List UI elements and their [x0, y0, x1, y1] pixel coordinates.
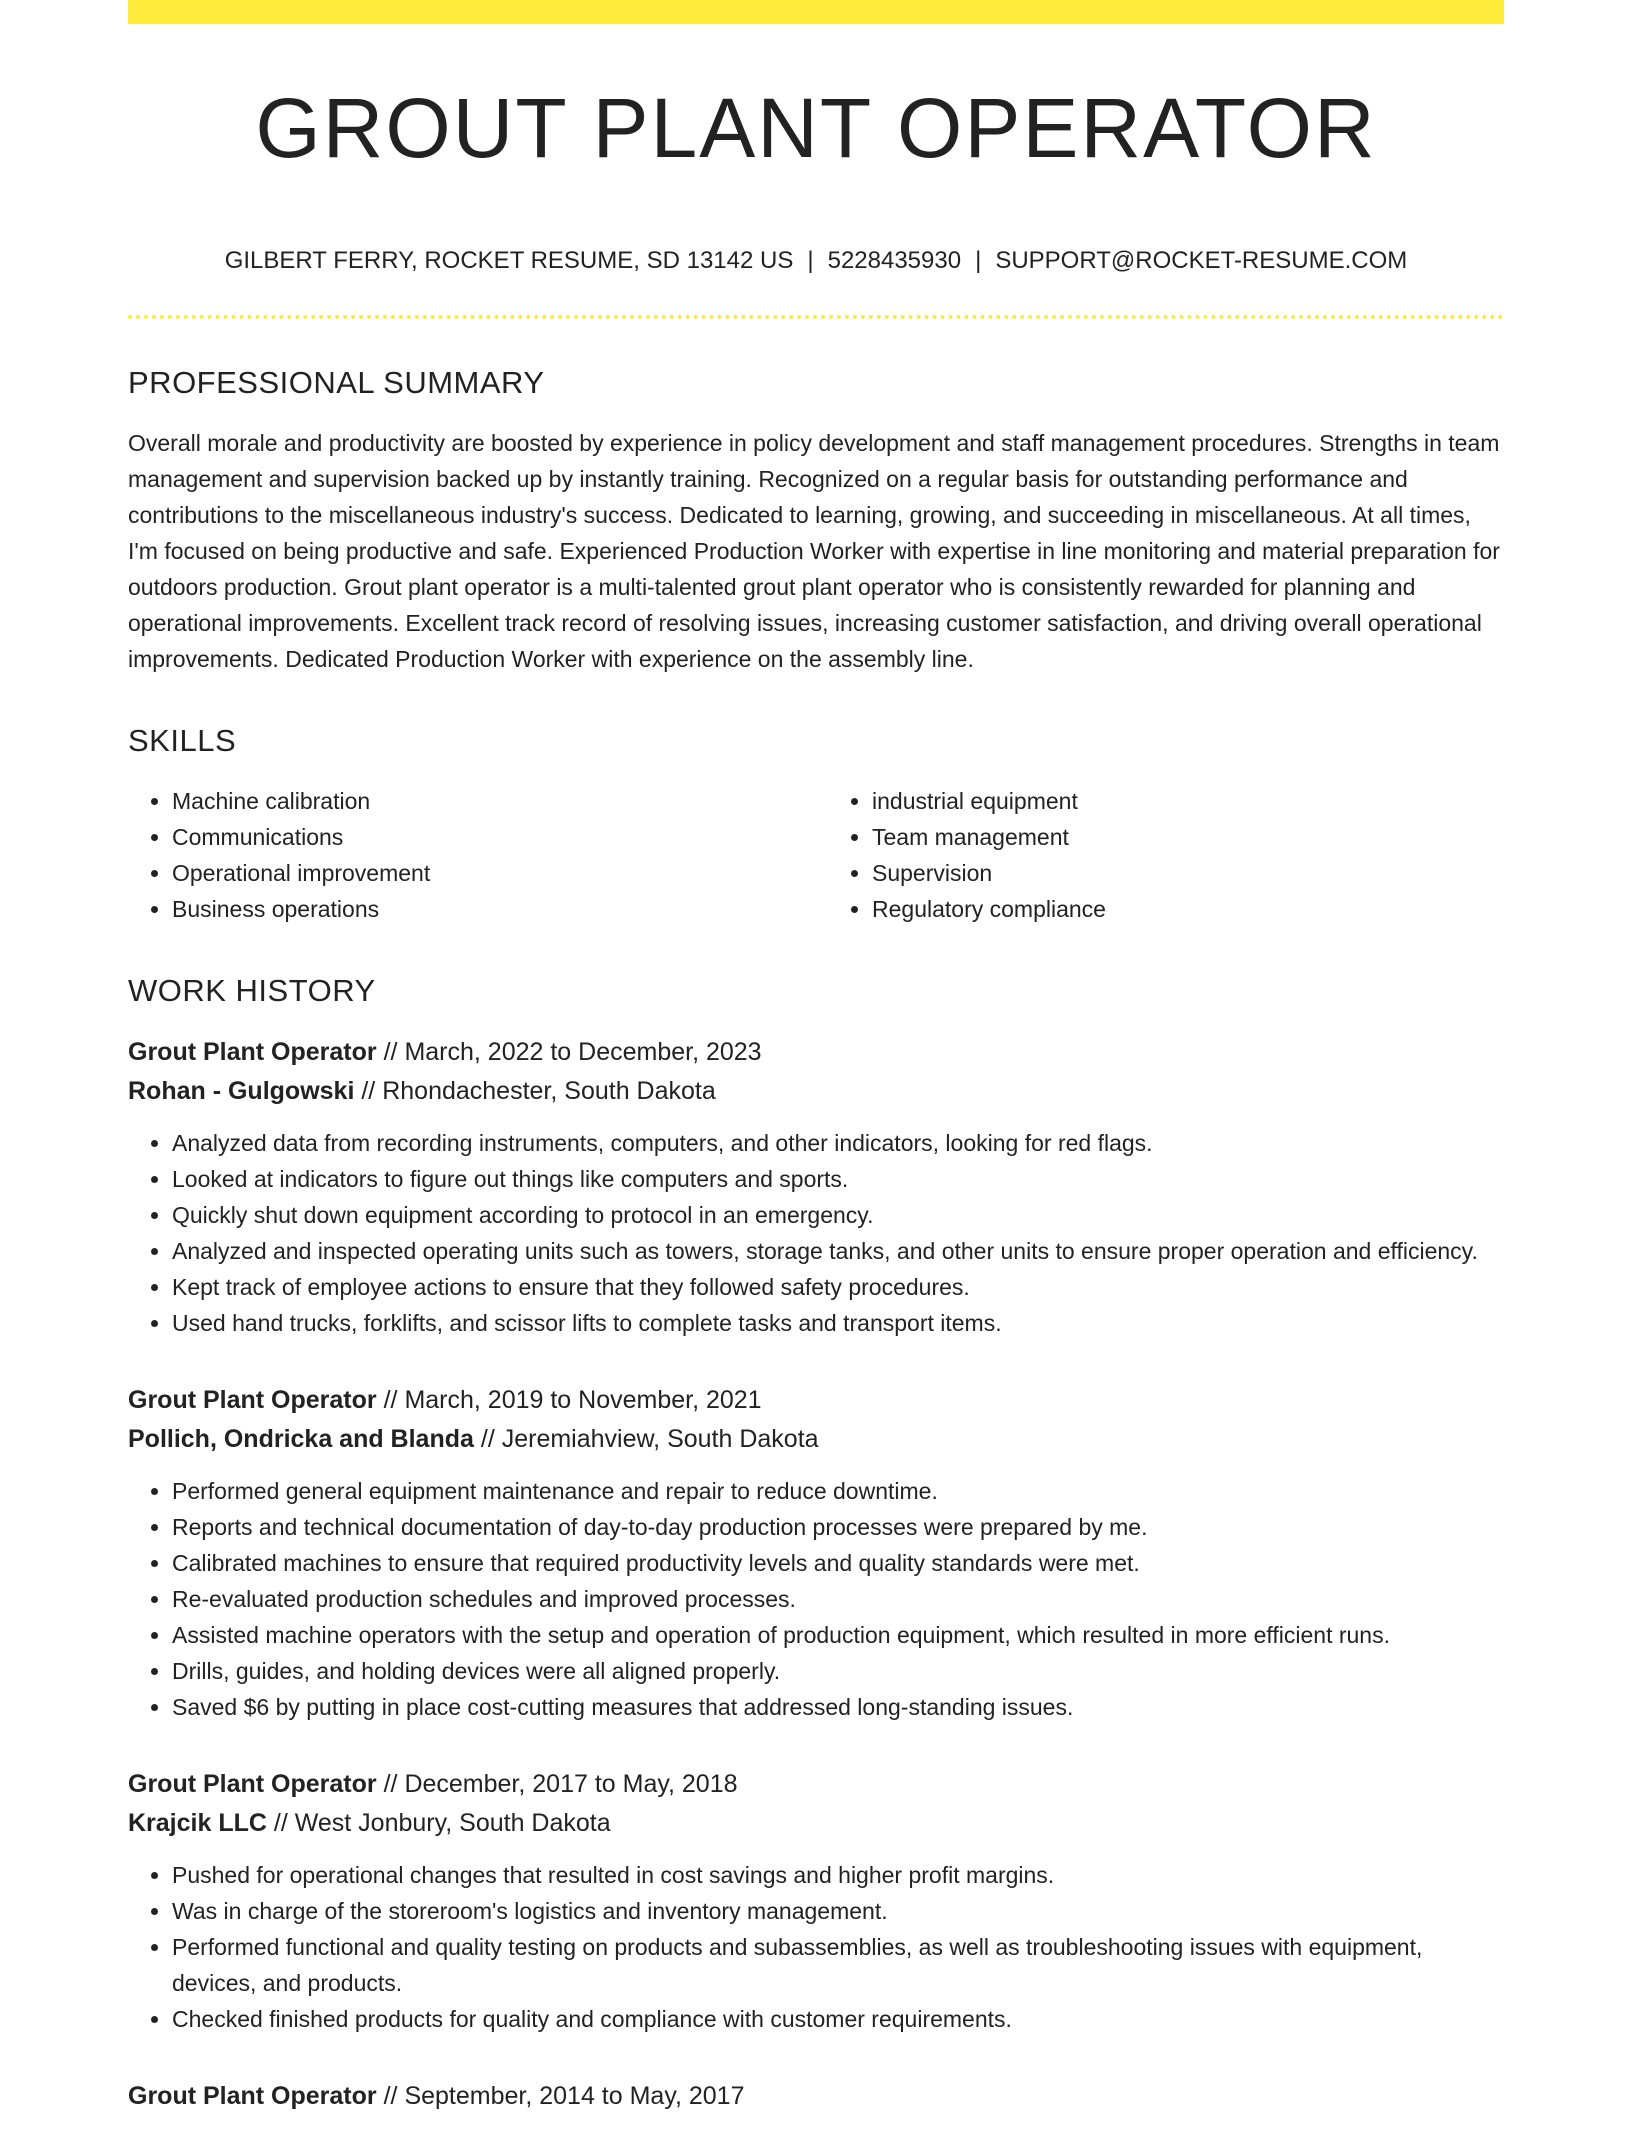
job-separator: // [473, 1425, 502, 1454]
job-bullet: • Assisted machine operators with the setup and operation of production equipment, which resulted in more efficient runs. [172, 1617, 1504, 1653]
skill-item: • Team management [872, 819, 1504, 855]
skill-item: • Supervision [872, 855, 1504, 891]
skills-grid [128, 783, 1504, 927]
skills-list-left [128, 783, 804, 927]
job-title-line [128, 1033, 1504, 1072]
job-company-line [128, 1804, 1504, 1843]
page-title: GROUT PLANT OPERATOR [255, 81, 1377, 175]
summary-text: Overall morale and productivity are boosted by experience in policy development and staff management procedures. Strengths in team management and supervision backed up by instantly training. Recognized on a regular basis for outstanding performance and contributions to the miscellaneous industry's success. Dedicated to learning, growing, and succeeding in miscellaneous. At all times, I'm focused on being productive and safe. Experienced Production Worker with expertise in line monitoring and material preparation for outdoors production. Grout plant operator is a multi-talented grout plant operator who is consistently rewarded for planning and operational improvements. Excellent track record of resolving issues, increasing customer satisfaction, and driving overall operational improvements. Dedicated Production Worker with experience on the assembly line. [128, 430, 1500, 673]
job-separator: // [376, 2082, 405, 2111]
skill-item: • industrial equipment [872, 783, 1504, 819]
job-title: Grout Plant Operator [128, 1038, 377, 1067]
job-company: Krajcik LLC [128, 1809, 267, 1838]
job-company-line [128, 1072, 1504, 1111]
job-bullet: • Pushed for operational changes that resulted in cost savings and higher profit margins. [172, 1857, 1504, 1893]
contact-phone: 5228435930 [827, 246, 962, 274]
job-company: Rohan - Gulgowski [128, 1077, 355, 1106]
job-dates: September, 2014 to May, 2017 [404, 2082, 745, 2111]
job-bullet: • Re-evaluated production schedules and improved processes. [172, 1581, 1504, 1617]
job-entry [128, 1033, 1504, 1341]
job-title-line [128, 2077, 1504, 2116]
job-entry [128, 1381, 1504, 1725]
job-bullet: • Calibrated machines to ensure that required productivity levels and quality standards were met. [172, 1545, 1504, 1581]
job-bullet: • Drills, guides, and holding devices were all aligned properly. [172, 1653, 1504, 1689]
job-dates: March, 2019 to November, 2021 [404, 1386, 762, 1415]
job-title: Grout Plant Operator [128, 2082, 377, 2111]
skills-section [128, 723, 1504, 927]
resume-page [128, 0, 1504, 2156]
job-bullet: • Was in charge of the storeroom's logistics and inventory management. [172, 1893, 1504, 1929]
job-bullet: • Kept track of employee actions to ensure that they followed safety procedures. [172, 1269, 1504, 1305]
job-bullet-list [128, 1857, 1504, 2037]
job-bullet: • Checked finished products for quality and compliance with customer requirements. [172, 2001, 1504, 2037]
job-bullet: • Analyzed and inspected operating units such as towers, storage tanks, and other units to ensure proper operation and efficiency. [172, 1233, 1504, 1269]
skill-item: • Operational improvement [172, 855, 804, 891]
skill-item: • Business operations [172, 891, 804, 927]
contact-separator: | [975, 246, 982, 274]
work-history-section [128, 973, 1504, 2116]
job-dates: March, 2022 to December, 2023 [404, 1038, 762, 1067]
job-separator: // [376, 1386, 405, 1415]
job-separator: // [266, 1809, 295, 1838]
job-bullet: • Saved $6 by putting in place cost-cutting measures that addressed long-standing issues. [172, 1689, 1504, 1725]
skill-item: • Regulatory compliance [872, 891, 1504, 927]
contact-address: GILBERT FERRY, ROCKET RESUME, SD 13142 US [224, 246, 794, 274]
job-bullet: • Performed general equipment maintenance and repair to reduce downtime. [172, 1473, 1504, 1509]
job-list [128, 1033, 1504, 2116]
job-bullet: • Quickly shut down equipment according to protocol in an emergency. [172, 1197, 1504, 1233]
job-title: Grout Plant Operator [128, 1386, 377, 1415]
job-location: Jeremiahview, South Dakota [501, 1425, 819, 1454]
summary-heading: PROFESSIONAL SUMMARY [128, 365, 545, 401]
contact-separator: | [807, 246, 814, 274]
dotted-divider [128, 315, 1504, 319]
skills-heading: SKILLS [128, 723, 237, 759]
job-separator: // [354, 1077, 383, 1106]
skills-list-right [828, 783, 1504, 927]
job-bullet: • Looked at indicators to figure out things like computers and sports. [172, 1161, 1504, 1197]
top-accent-bar [128, 0, 1504, 24]
job-bullet: • Reports and technical documentation of day-to-day production processes were prepared by me. [172, 1509, 1504, 1545]
skill-item: • Machine calibration [172, 783, 804, 819]
job-company: Pollich, Ondricka and Blanda [128, 1425, 474, 1454]
job-bullet: • Used hand trucks, forklifts, and scissor lifts to complete tasks and transport items. [172, 1305, 1504, 1341]
job-company-line [128, 1420, 1504, 1459]
job-location: Rhondachester, South Dakota [382, 1077, 716, 1106]
job-bullet: • Performed functional and quality testing on products and subassemblies, as well as troubleshooting issues with equipment, devices, and products. [172, 1929, 1504, 2001]
job-entry [128, 1765, 1504, 2037]
contact-line [128, 247, 1504, 276]
job-bullet-list [128, 1125, 1504, 1341]
job-separator: // [376, 1770, 405, 1799]
job-dates: December, 2017 to May, 2018 [404, 1770, 738, 1799]
job-bullet-list [128, 1473, 1504, 1725]
job-separator: // [376, 1038, 405, 1067]
job-title-line [128, 1381, 1504, 1420]
job-title: Grout Plant Operator [128, 1770, 377, 1799]
skill-item: • Communications [172, 819, 804, 855]
job-entry [128, 2077, 1504, 2116]
contact-email: SUPPORT@ROCKET-RESUME.COM [995, 246, 1408, 274]
job-bullet: • Analyzed data from recording instruments, computers, and other indicators, looking for red flags. [172, 1125, 1504, 1161]
summary-section [128, 365, 1504, 677]
job-location: West Jonbury, South Dakota [294, 1809, 611, 1838]
work-history-heading: WORK HISTORY [128, 973, 376, 1009]
job-title-line [128, 1765, 1504, 1804]
